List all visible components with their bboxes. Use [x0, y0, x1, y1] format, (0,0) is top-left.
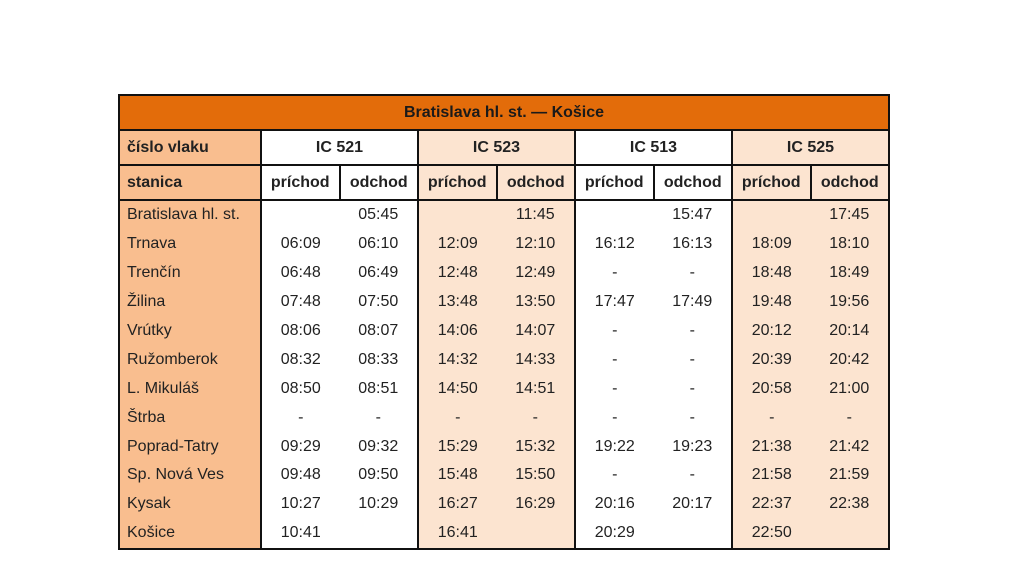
arrival-time: 13:48	[418, 288, 497, 317]
station-name: Štrba	[119, 403, 261, 432]
departure-time: 15:47	[654, 200, 733, 230]
departure-time: -	[654, 317, 733, 346]
arrival-time: 09:29	[261, 432, 340, 461]
arrival-time: 06:48	[261, 259, 340, 288]
arrival-time: 18:09	[732, 230, 811, 259]
station-name: Žilina	[119, 288, 261, 317]
arrival-time: 21:38	[732, 432, 811, 461]
arrival-time: 16:12	[575, 230, 654, 259]
arrival-time: 20:29	[575, 519, 654, 549]
departure-time: -	[654, 461, 733, 490]
arrival-time: 12:48	[418, 259, 497, 288]
arrival-time: 20:39	[732, 345, 811, 374]
arrival-time: 18:48	[732, 259, 811, 288]
departure-time: -	[497, 403, 576, 432]
station-name: Bratislava hl. st.	[119, 200, 261, 230]
arrival-time: 14:06	[418, 317, 497, 346]
departure-time	[654, 519, 733, 549]
arrival-time: -	[575, 259, 654, 288]
departure-time: 21:00	[811, 374, 890, 403]
departure-time: 12:49	[497, 259, 576, 288]
station-name: Kysak	[119, 490, 261, 519]
table-row	[119, 345, 889, 374]
arrival-time	[732, 200, 811, 230]
arrival-header: príchod	[261, 165, 340, 200]
arrival-time: -	[575, 317, 654, 346]
departure-time: 09:32	[340, 432, 419, 461]
arrival-time: 14:32	[418, 345, 497, 374]
arrival-time: 15:48	[418, 461, 497, 490]
arrival-time	[575, 200, 654, 230]
departure-time: 14:07	[497, 317, 576, 346]
arrival-time: 21:58	[732, 461, 811, 490]
departure-time: 08:33	[340, 345, 419, 374]
arrival-header: príchod	[575, 165, 654, 200]
departure-header: odchod	[654, 165, 733, 200]
arrival-header: príchod	[418, 165, 497, 200]
departure-time: 20:14	[811, 317, 890, 346]
train-number-label: číslo vlaku	[119, 130, 261, 165]
departure-time: -	[654, 345, 733, 374]
arrival-time: 08:50	[261, 374, 340, 403]
arrival-time: 10:41	[261, 519, 340, 549]
departure-time: 18:10	[811, 230, 890, 259]
train-header-ic513: IC 513	[575, 130, 732, 165]
departure-time	[497, 519, 576, 549]
arrival-time: 16:41	[418, 519, 497, 549]
departure-time: 19:23	[654, 432, 733, 461]
departure-time: 15:32	[497, 432, 576, 461]
departure-time: 22:38	[811, 490, 890, 519]
departure-time: 11:45	[497, 200, 576, 230]
departure-time: 14:33	[497, 345, 576, 374]
station-name: Sp. Nová Ves	[119, 461, 261, 490]
departure-time: 13:50	[497, 288, 576, 317]
arrival-time: 20:12	[732, 317, 811, 346]
arrival-time	[418, 200, 497, 230]
departure-time: 15:50	[497, 461, 576, 490]
arrival-time: 19:48	[732, 288, 811, 317]
arrival-time: -	[261, 403, 340, 432]
arrival-time: 09:48	[261, 461, 340, 490]
departure-time: 20:17	[654, 490, 733, 519]
departure-time: 08:51	[340, 374, 419, 403]
departure-time: 16:13	[654, 230, 733, 259]
arrival-time: 19:22	[575, 432, 654, 461]
arrival-time: -	[418, 403, 497, 432]
departure-time: -	[340, 403, 419, 432]
departure-time: 17:45	[811, 200, 890, 230]
arrival-time: 07:48	[261, 288, 340, 317]
table-row	[119, 519, 889, 549]
arrival-time: 08:32	[261, 345, 340, 374]
table-row	[119, 317, 889, 346]
departure-time: 21:59	[811, 461, 890, 490]
departure-time	[811, 519, 890, 549]
departure-time: 19:56	[811, 288, 890, 317]
departure-time: -	[654, 403, 733, 432]
arrival-time: 06:09	[261, 230, 340, 259]
station-name: Vrútky	[119, 317, 261, 346]
arrival-time	[261, 200, 340, 230]
train-timetable	[118, 94, 890, 550]
departure-time: 12:10	[497, 230, 576, 259]
departure-time: 05:45	[340, 200, 419, 230]
train-header-ic521: IC 521	[261, 130, 418, 165]
table-row	[119, 230, 889, 259]
table-row	[119, 288, 889, 317]
table-row	[119, 403, 889, 432]
station-name: Košice	[119, 519, 261, 549]
departure-time: 17:49	[654, 288, 733, 317]
arrival-time: 16:27	[418, 490, 497, 519]
table-row	[119, 259, 889, 288]
station-name: Poprad-Tatry	[119, 432, 261, 461]
station-name: Trnava	[119, 230, 261, 259]
arrival-time: 20:16	[575, 490, 654, 519]
departure-time: -	[811, 403, 890, 432]
departure-time: -	[654, 259, 733, 288]
arrival-time: 15:29	[418, 432, 497, 461]
column-header-row	[119, 165, 889, 200]
arrival-time: 17:47	[575, 288, 654, 317]
departure-time: 06:49	[340, 259, 419, 288]
departure-time	[340, 519, 419, 549]
train-number-row	[119, 130, 889, 165]
departure-time: 10:29	[340, 490, 419, 519]
departure-time: 07:50	[340, 288, 419, 317]
table-row	[119, 432, 889, 461]
table-row	[119, 490, 889, 519]
arrival-time: -	[575, 403, 654, 432]
table-row	[119, 374, 889, 403]
arrival-time: -	[575, 374, 654, 403]
arrival-time: 08:06	[261, 317, 340, 346]
station-name: Ružomberok	[119, 345, 261, 374]
departure-header: odchod	[340, 165, 419, 200]
station-name: L. Mikuláš	[119, 374, 261, 403]
departure-time: 09:50	[340, 461, 419, 490]
arrival-time: 20:58	[732, 374, 811, 403]
arrival-time: 22:37	[732, 490, 811, 519]
departure-time: 18:49	[811, 259, 890, 288]
arrival-header: príchod	[732, 165, 811, 200]
departure-time: -	[654, 374, 733, 403]
departure-time: 14:51	[497, 374, 576, 403]
arrival-time: -	[575, 345, 654, 374]
departure-time: 16:29	[497, 490, 576, 519]
station-name: Trenčín	[119, 259, 261, 288]
departure-time: 20:42	[811, 345, 890, 374]
departure-time: 06:10	[340, 230, 419, 259]
departure-header: odchod	[497, 165, 576, 200]
departure-time: 08:07	[340, 317, 419, 346]
table-row	[119, 200, 889, 230]
departure-header: odchod	[811, 165, 890, 200]
arrival-time: 14:50	[418, 374, 497, 403]
station-label: stanica	[119, 165, 261, 200]
table-row	[119, 461, 889, 490]
arrival-time: -	[732, 403, 811, 432]
train-header-ic523: IC 523	[418, 130, 575, 165]
arrival-time: 10:27	[261, 490, 340, 519]
departure-time: 21:42	[811, 432, 890, 461]
arrival-time: -	[575, 461, 654, 490]
route-title: Bratislava hl. st. — Košice	[119, 95, 889, 130]
arrival-time: 22:50	[732, 519, 811, 549]
train-header-ic525: IC 525	[732, 130, 889, 165]
arrival-time: 12:09	[418, 230, 497, 259]
